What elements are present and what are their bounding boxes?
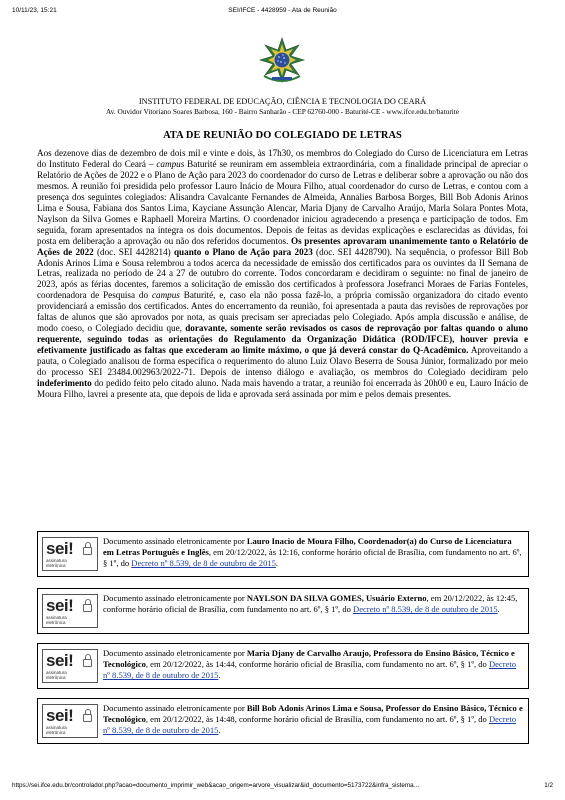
body-italic-campus: campus (151, 290, 180, 301)
brazil-coat-of-arms-icon (258, 36, 306, 84)
signature-text: Documento assinado eletronicamente por Lauro Inacio de Moura Filho, Coordenador(a) do Curso de Licenciatura em Letras Português e Inglês, em 20/12/2022, às 12:16, conforme horário oficial de Brasília, com fundamento no art. 6º, § 1º, do Decreto nº 8.539, de 8 de outubro de 2015. (103, 536, 522, 569)
sei-seal-icon (42, 649, 98, 683)
sei-seal-icon (42, 704, 98, 738)
print-footer (12, 782, 553, 792)
print-url: https://sei.ifce.edu.br/controlador.php?acao=documento_imprimir_web&acao_origem=arvore_visualizar&id_documento=5173722&infra_sistema… (12, 782, 420, 789)
body-segment: (doc. SEI 4428790). Na sequência, o professor Bill Bob Adonis Arinos Lima e Sousa relembrou a todos acerca da necessidade de emissão dos certificados para os ouvintes da II Semana de Letras, realizada no período de 24 a 27 de outubro do corrente. Todos concordaram e decidiram o seguinte: no final de janeiro de 2023, após as férias docentes, faremos a solicitação de emissão dos certificados à professora Josefranci Moraes de Farias Fonteles, coordenadora de Pesquisa do (37, 246, 528, 301)
body-bold-decision: doravante, somente serão revisados os casos de reprovação por faltas quando o aluno requerente, seguindo todas as orientações do Regulamento da Organização Didática (ROD/IFCE), houver previa e efetivamente justificado as faltas que excederam ao limite máximo, o que já deverá constar do Q-Acadêmico. (37, 323, 528, 356)
signature-block (37, 698, 529, 744)
decree-link[interactable]: Decreto nº 8.539, de 8 de outubro de 2015 (103, 659, 517, 681)
decree-link[interactable]: Decreto nº 8.539, de 8 de outubro de 2015 (353, 604, 498, 615)
sei-logo: sei! (46, 596, 74, 615)
print-title: SEI/IFCE - 4428959 - Ata de Reunião (228, 7, 337, 14)
sei-logo: sei! (46, 539, 74, 558)
body-bold-approval: Os presentes aprovaram unanimemente tanto o Relatório de Ações de 2022 (37, 235, 528, 257)
body-segment: Baturité se reuniram em assembleia extraordinária, com a finalidade principal de apreciar o Relatório de Ações de 2022 e o Plano de Ação para 2023 do coordenador do curso de Letras e deliberar sobre a aprovação ou não dos mesmos. A reunião foi presidida pelo professor Lauro Inácio de Moura Filho, atual coordenador do curso de Letras, e contou com a presença dos seguintes colegiados: Alisandra Cavalcante Fernandes de Almeida, Annalies Barbosa Borges, Bill Bob Adonis Arinos Lima e Sousa, Fabiana dos Santos Lima, Kayciane Assunção Alencar, Maria Djany de Carvalho Araújo, Marla Solara Pontes Mota, Naylson da Silva Gomes e Raphaell Moreira Martins. O coordenador iniciou agradecendo a presença e participação de todos. Em seguida, foram apresentados na íntegra os dois documentos. Depois de feitas as devidas explicações e esclarecidas as dúvidas, foi posta em deliberação a aprovação ou não dos referidos documentos. (37, 158, 528, 246)
minutes-body (37, 148, 528, 400)
signature-text: Documento assinado eletronicamente por Maria Djany de Carvalho Araujo, Professora do Ensino Básico, Técnico e Tecnológico, em 20/12/2022, às 14:44, conforme horário oficial de Brasília, com fundamento no art. 6º, § 1º, do Decreto nº 8.539, de 8 de outubro de 2015. (103, 648, 517, 681)
institution-header (20, 97, 545, 117)
seal-caption: assinatura eletrônica (46, 725, 67, 735)
seal-caption: assinatura eletrônica (46, 670, 67, 680)
lock-icon (83, 714, 92, 722)
lock-icon (83, 659, 92, 667)
page-number: 1/2 (544, 782, 553, 789)
body-italic-campus: campus (156, 158, 185, 169)
decree-link[interactable]: Decreto nº 8.539, de 8 de outubro de 2015 (131, 558, 276, 569)
institution-name: INSTITUTO FEDERAL DE EDUCAÇÃO, CIÊNCIA E TECNOLOGIA DO CEARÁ (138, 97, 427, 106)
document-title: ATA DE REUNIÃO DO COLEGIADO DE LETRAS (163, 130, 402, 141)
sei-logo: sei! (46, 651, 74, 670)
body-segment: Aproveitando a pauta, o Colegiado analisou de forma específica o requerimento do aluno Luiz Olavo Beserra de Sousa Júnior, formalizado por meio do processo SEI 23484.002963/2022-71. Depois de intenso diálogo e avaliação, os membros do Colegiado decidiram pelo (37, 345, 528, 378)
lock-icon (83, 604, 92, 612)
signature-text: Documento assinado eletronicamente por Bill Bob Adonis Arinos Lima e Sousa, Professor do Ensino Básico, Técnico e Tecnológico, em 20/12/2022, às 14:48, conforme horário oficial de Brasília, com fundamento no art. 6º, § 1º, do Decreto nº 8.539, de 8 de outubro de 2015. (103, 703, 523, 736)
seal-caption: assinatura eletrônica (46, 558, 67, 568)
sei-seal-icon (42, 594, 98, 628)
body-segment: Baturité, e, caso ela não possa fazê-lo, a própria comissão organizadora do citado evento providenciará a emissão dos certificados. Antes do encerramento da reunião, foi apresentada a pauta das revisões de reprovações por faltas de alunos que são aprovados por nota, as quais precisam ser apreciadas pelo Colegiado. Após ampla discussão e análise, de modo coeso, o Colegiado decidiu que, (37, 290, 528, 334)
signature-block (37, 531, 529, 577)
signature-block (37, 643, 529, 689)
body-segment: Aos dezenove dias de dezembro de dois mil e vinte e dois, às 17h30, os membros do Colegiado do Curso de Licenciatura em Letras do Instituto Federal do Ceará – (37, 148, 528, 169)
signer-name: NAYLSON DA SILVA GOMES, Usuário Externo (246, 593, 427, 603)
body-segment: do pedido feito pelo citado aluno. Nada mais havendo a tratar, a reunião foi encerrada às 20h00 e eu, Lauro Inácio de Moura Filho, lavrei a presente ata, que depois de lida e aprovada será assinada por mim e pelos demais presentes. (37, 378, 528, 399)
sei-logo: sei! (46, 706, 74, 725)
signer-name: Maria Djany de Carvalho Araujo, Professora do Ensino Básico, Técnico e Tecnológico (103, 648, 515, 670)
signature-text: Documento assinado eletronicamente por NAYLSON DA SILVA GOMES, Usuário Externo, em 20/12/2022, às 12:45, conforme horário oficial de Brasília, com fundamento no art. 6º, § 1º, do Decreto nº 8.539, de 8 de outubro de 2015. (103, 593, 518, 615)
lock-icon (83, 547, 92, 555)
body-segment: (doc. SEI 4428214) (93, 246, 174, 257)
institution-address: Av. Ouvidor Vitoriano Soares Barbosa, 160 - Bairro Sanharão - CEP 62760-000 - Baturité-CE - www.ifce.edu.br/baturite (105, 107, 460, 116)
print-header (12, 7, 553, 17)
body-bold-indeferimento: indeferimento (37, 378, 92, 389)
body-bold-plan: quanto o Plano de Ação para 2023 (173, 246, 313, 257)
sei-seal-icon (42, 537, 98, 571)
seal-caption: assinatura eletrônica (46, 615, 67, 625)
signer-name: Bill Bob Adonis Arinos Lima e Sousa, Professor do Ensino Básico, Técnico e Tecnológico (103, 703, 523, 725)
signer-name: Lauro Inacio de Moura Filho, Coordenador(a) do Curso de Licenciatura em Letras Português e Inglês (103, 536, 512, 558)
decree-link[interactable]: Decreto nº 8.539, de 8 de outubro de 2015 (103, 714, 517, 736)
print-date: 10/11/23, 15:21 (12, 7, 57, 14)
signature-block (37, 588, 529, 634)
